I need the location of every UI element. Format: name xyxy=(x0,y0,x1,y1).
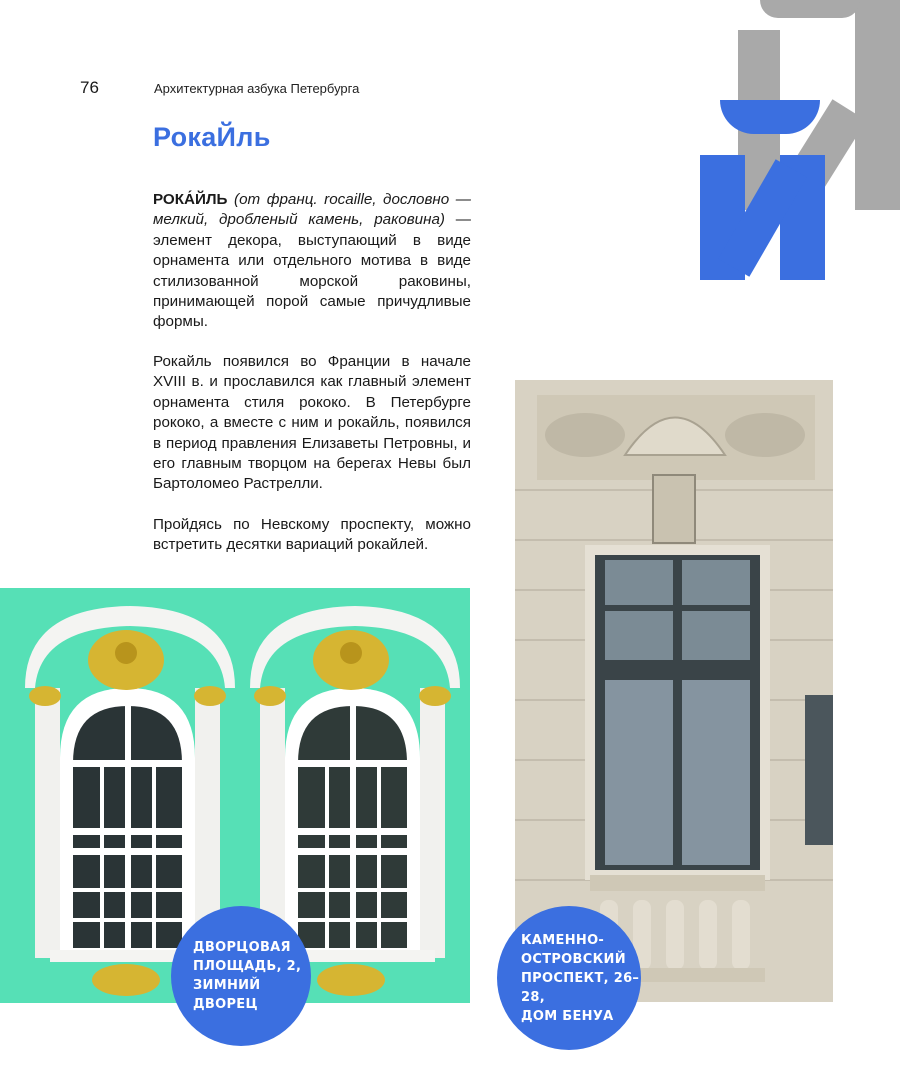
history-paragraph: Рокайль появился во Франции в начале XVIII в. и прославился как главный элемент орнамента стиля рококо. В Петербурге рококо, а вместе с ним и рокайль, появился в период правления Елизаветы Петровны, и его главным творцом на берегах Невы был Бартоломео Растрелли. xyxy=(153,353,471,493)
caption-line: ДВОРЦОВАЯ xyxy=(193,940,291,955)
caption-line: ДОМ БЕНУА xyxy=(521,1008,614,1024)
page-number: 76 xyxy=(80,78,99,97)
caption-line: ПЛОЩАДЬ, 2, xyxy=(193,959,302,974)
running-head: Архитектурная азбука Петербурга xyxy=(154,81,360,96)
definition-paragraph xyxy=(153,190,471,333)
caption-line: ЗИМНИЙ ДВОРЕЦ xyxy=(193,978,261,1012)
decorative-letter xyxy=(690,0,900,290)
caption-winter-palace xyxy=(171,906,311,1046)
page-title: РокаЙль xyxy=(153,122,271,152)
caption-line: ОСТРОВСКИЙ xyxy=(521,951,626,967)
nevsky-paragraph: Пройдясь по Невскому проспекту, можно встретить десятки вариаций рокайлей. xyxy=(153,516,471,554)
caption-line: КАМЕННО- xyxy=(521,932,605,948)
caption-benois-house xyxy=(497,906,641,1050)
definition-term: РОКА́ЙЛЬ xyxy=(153,191,228,208)
definition-body: — элемент декора, выступающий в виде орнамента или отдельного мотива в виде стилизованной морской раковины, принимающей порой самые причудливые формы. xyxy=(153,211,471,331)
caption-line: ПРОСПЕКТ, 26–28, xyxy=(521,970,640,1005)
definition-etymology: (от франц. rocaille, дословно — мелкий, дробленый камень, раковина) xyxy=(153,191,471,229)
